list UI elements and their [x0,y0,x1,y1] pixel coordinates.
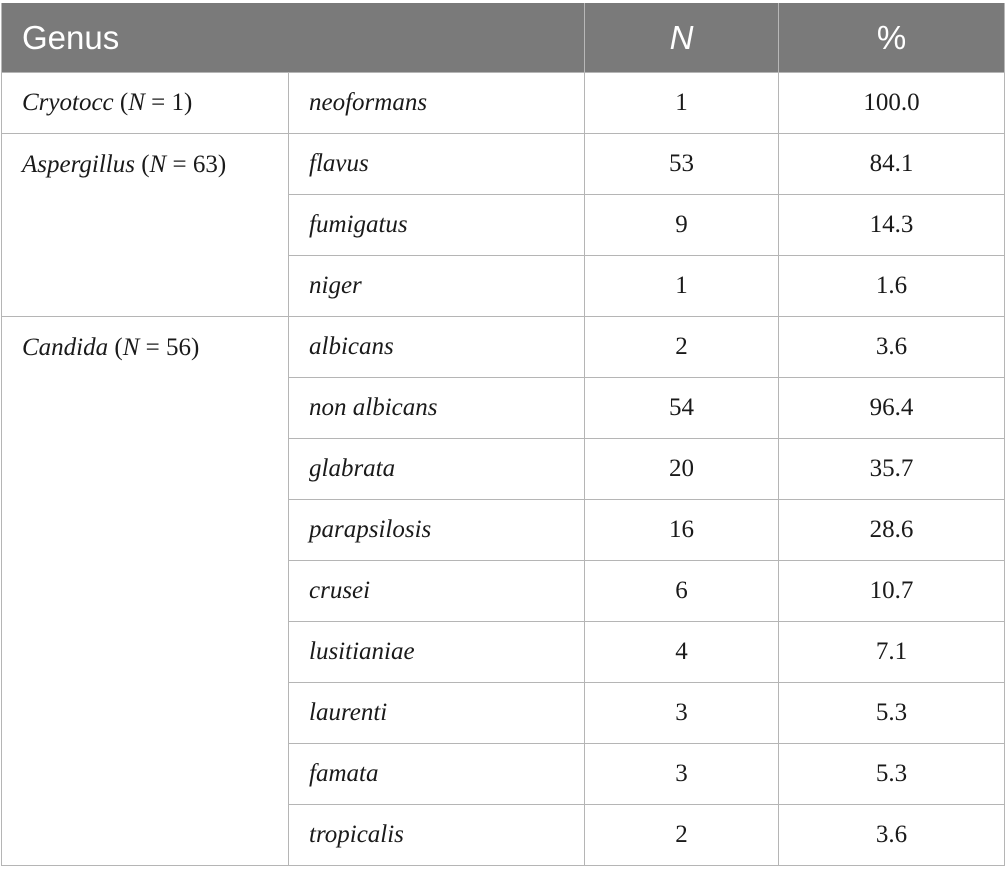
genus-cell: Candida (N = 56) [2,317,289,866]
percent-cell: 100.0 [779,73,1005,134]
genus-n-value: = 56) [139,334,200,361]
percent-cell: 28.6 [779,500,1005,561]
species-cell: lusitianiae [289,622,585,683]
species-cell: glabrata [289,439,585,500]
count-cell: 54 [585,378,779,439]
species-distribution-table [1,3,1005,866]
species-cell: famata [289,744,585,805]
percent-cell: 5.3 [779,683,1005,744]
header-genus: Genus [2,3,289,73]
genus-name: Candida [22,334,109,361]
count-cell: 3 [585,744,779,805]
genus-n-value: = 63) [166,151,227,178]
percent-cell: 7.1 [779,622,1005,683]
genus-name: Cryotocc [22,89,114,116]
genus-name: Aspergillus [22,151,135,178]
count-cell: 53 [585,134,779,195]
species-cell: neoformans [289,73,585,134]
percent-cell: 10.7 [779,561,1005,622]
species-cell: non albicans [289,378,585,439]
genus-n-value: = 1) [144,89,193,116]
table-row [2,134,1005,195]
count-cell: 20 [585,439,779,500]
count-cell: 6 [585,561,779,622]
count-cell: 3 [585,683,779,744]
genus-n-label: N [122,334,140,361]
count-cell: 16 [585,500,779,561]
count-cell: 4 [585,622,779,683]
percent-cell: 1.6 [779,256,1005,317]
count-cell: 2 [585,317,779,378]
species-cell: parapsilosis [289,500,585,561]
percent-cell: 96.4 [779,378,1005,439]
species-cell: fumigatus [289,195,585,256]
genus-cell: Aspergillus (N = 63) [2,134,289,317]
species-cell: laurenti [289,683,585,744]
table-header-row [2,3,1005,73]
genus-n-label: N [149,151,167,178]
species-cell: crusei [289,561,585,622]
species-cell: tropicalis [289,805,585,866]
count-cell: 2 [585,805,779,866]
percent-cell: 3.6 [779,317,1005,378]
percent-cell: 5.3 [779,744,1005,805]
count-cell: 1 [585,256,779,317]
table-row [2,317,1005,378]
header-n: N [585,3,779,73]
header-percent: % [779,3,1005,73]
species-cell: niger [289,256,585,317]
count-cell: 9 [585,195,779,256]
count-cell: 1 [585,73,779,134]
percent-cell: 14.3 [779,195,1005,256]
percent-cell: 35.7 [779,439,1005,500]
genus-cell: Cryotocc (N = 1) [2,73,289,134]
genus-n-label: N [128,89,145,116]
percent-cell: 84.1 [779,134,1005,195]
table-row [2,73,1005,134]
species-cell: albicans [289,317,585,378]
percent-cell: 3.6 [779,805,1005,866]
species-cell: flavus [289,134,585,195]
header-species-blank [289,3,585,73]
